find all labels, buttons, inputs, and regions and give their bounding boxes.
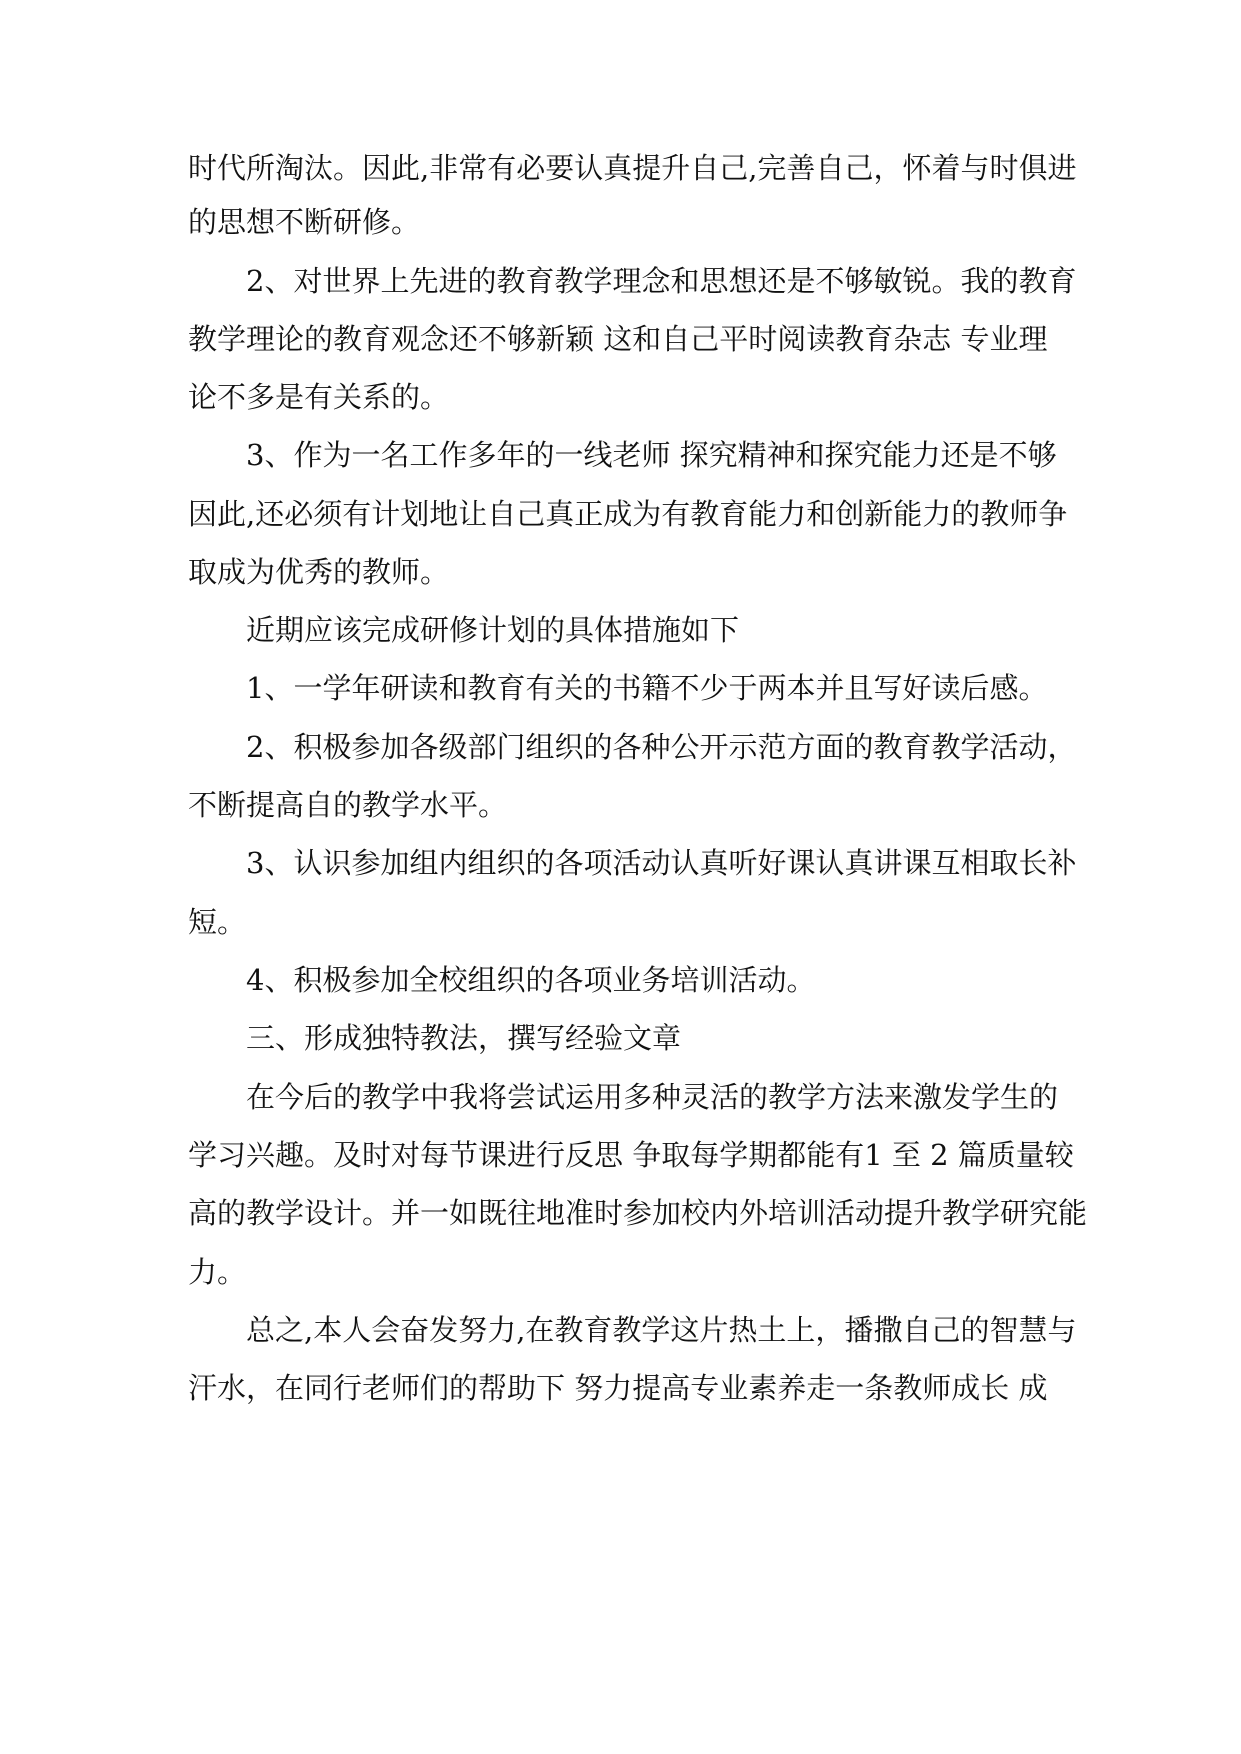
text-line: 1、一学年研读和教育有关的书籍不少于两本并且写好读后感。 xyxy=(246,671,1048,705)
text-line: 力。 xyxy=(188,1255,247,1289)
text-line: 总之,本人会奋发努力,在教育教学这片热土上，播撒自己的智慧与 xyxy=(246,1313,1077,1347)
text-line: 论不多是有关系的。 xyxy=(188,380,450,414)
text-line: 的思想不断研修。 xyxy=(188,205,421,239)
text-line: 取成为优秀的教师。 xyxy=(188,555,450,589)
text-line: 短。 xyxy=(188,905,247,939)
text-line: 时代所淘汰。因此,非常有必要认真提升自己,完善自己，怀着与时俱进 xyxy=(188,151,1077,185)
text-line: 不断提高自的教学水平。 xyxy=(188,788,508,822)
text-line: 因此,还必须有计划地让自己真正成为有教育能力和创新能力的教师争 xyxy=(188,497,1068,531)
text-line: 教学理论的教育观念还不够新颖 这和自己平时阅读教育杂志 专业理 xyxy=(188,322,1048,356)
text-line: 3、作为一名工作多年的一线老师 探究精神和探究能力还是不够 xyxy=(246,438,1057,472)
text-line: 三、形成独特教法，撰写经验文章 xyxy=(246,1021,682,1055)
text-line: 学习兴趣。及时对每节课进行反思 争取每学期都能有1 至 2 篇质量较 xyxy=(188,1138,1074,1172)
text-line: 2、积极参加各级部门组织的各种公开示范方面的教育教学活动， xyxy=(246,730,1077,764)
text-line: 汗水，在同行老师们的帮助下 努力提高专业素养走一条教师成长 成 xyxy=(188,1371,1048,1405)
text-line: 高的教学设计。并一如既往地准时参加校内外培训活动提升教学研究能 xyxy=(188,1196,1088,1230)
text-line: 在今后的教学中我将尝试运用多种灵活的教学方法来激发学生的 xyxy=(246,1080,1059,1114)
text-line: 4、积极参加全校组织的各项业务培训活动。 xyxy=(246,963,816,997)
text-line: 3、认识参加组内组织的各项活动认真听好课认真讲课互相取长补 xyxy=(246,846,1077,880)
text-line: 近期应该完成研修计划的具体措施如下 xyxy=(246,613,740,647)
text-line: 2、对世界上先进的教育教学理念和思想还是不够敏锐。我的教育 xyxy=(246,264,1077,298)
